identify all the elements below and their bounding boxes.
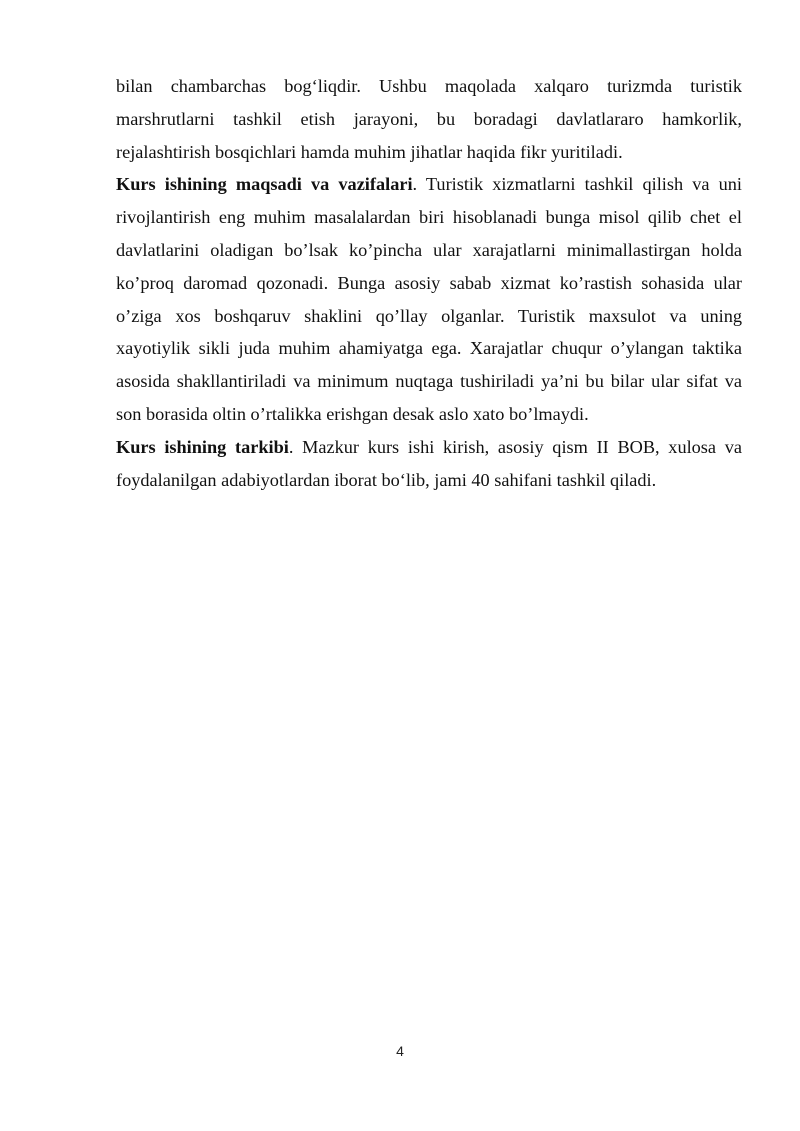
paragraph-line: asosida shakllantiriladi va minimum nuqtaga tushiriladi ya’ni bu bilar ular sifat va — [116, 371, 742, 392]
heading-line-rest: Mazkur kurs ishi kirish, asosiy qism II BOB, xulosa va — [293, 436, 742, 457]
section-heading-goals: Kurs ishining maqsadi va vazifalari — [116, 174, 413, 195]
heading-line-rest: Turistik xizmatlarni tashkil qilish va uni — [417, 174, 742, 195]
page-number: 4 — [396, 1043, 404, 1059]
paragraph-line: foydalanilgan adabiyotlardan iborat bo‘lib, jami 40 sahifani tashkil qiladi. — [116, 469, 657, 490]
paragraph-line — [116, 168, 742, 201]
paragraph-line: xayotiylik sikli juda muhim ahamiyatga ega. Xarajatlar chuqur o’ylangan taktika — [116, 338, 742, 359]
section-heading-structure: Kurs ishining tarkibi — [116, 436, 289, 457]
paragraph-line: rejalashtirish bosqichlari hamda muhim jihatlar haqida fikr yuritiladi. — [116, 141, 623, 162]
paragraph-line: marshrutlarni tashkil etish jarayoni, bu boradagi davlatlararo hamkorlik, — [116, 108, 742, 129]
paragraph-line: o’ziga xos boshqaruv shaklini qo’llay olganlar. Turistik maxsulot va uning — [116, 305, 742, 326]
heading-period: . — [288, 436, 294, 457]
paragraph-line: bilan chambarchas bog‘liqdir. Ushbu maqolada xalqaro turizmda turistik — [116, 76, 742, 96]
paragraph-line: rivojlantirish eng muhim masalalardan biri hisoblanadi bunga misol qilib chet el — [116, 207, 742, 228]
paragraph-line — [116, 431, 742, 464]
paragraph-line: davlatlarini oladigan bo’lsak ko’pincha ular xarajatlarni minimallastirgan holda — [116, 239, 742, 260]
paragraph-line: ko’proq daromad qozonadi. Bunga asosiy sabab xizmat ko’rastish sohasida ular — [116, 272, 742, 293]
heading-period: . — [412, 174, 418, 195]
body-text — [116, 70, 742, 496]
paragraph-line: son borasida oltin o’rtalikka erishgan desak aslo xato bo’lmaydi. — [116, 403, 589, 424]
